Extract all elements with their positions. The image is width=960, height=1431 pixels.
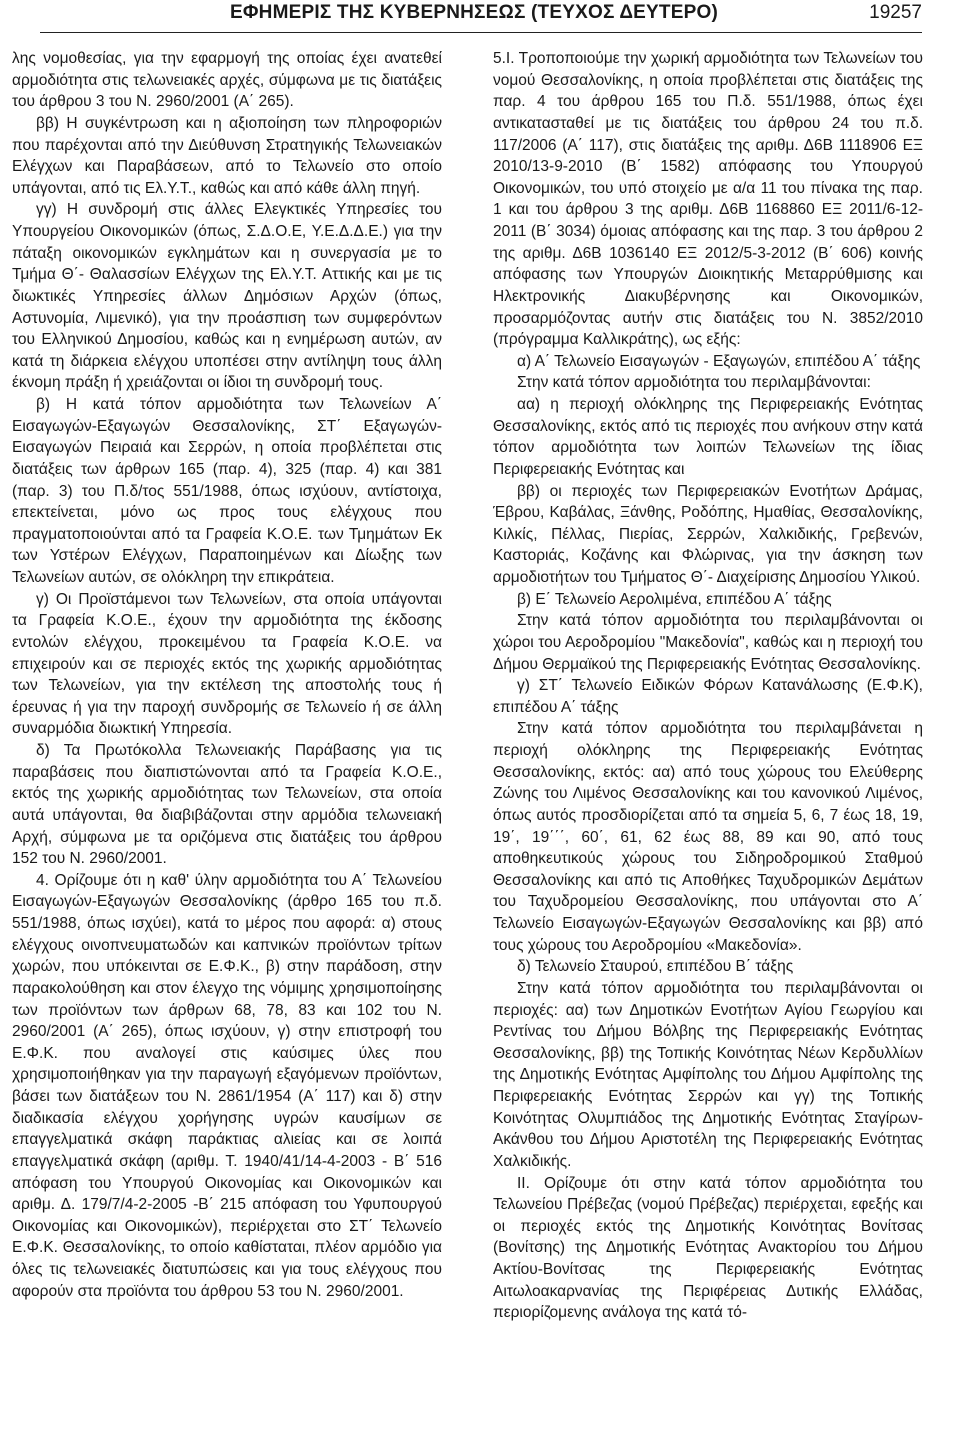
paragraph: Στην κατά τόπον αρμοδιότητα του περιλαμβάνονται: (517, 374, 871, 392)
gazette-title: ΕΦΗΜΕΡΙΣ ΤΗΣ ΚΥΒΕΡΝΗΣΕΩΣ (ΤΕΥΧΟΣ ΔΕΥΤΕΡΟ) (230, 2, 718, 23)
paragraph: β) Η κατά τόπον αρμοδιότητα των Τελωνείων Α΄ Εισαγωγών-Εξαγωγών Θεσσαλονίκης, ΣΤ΄ Εξαγωγών-Εισαγωγών Πειραιά και Σερρών, η οποία προβλέπεται στις διατάξεις των άρθρων 165 (παρ. 4), 325 (παρ. 4) και 381 (παρ. 3) του Π.δ/τος 551/1988, όπως ισχύουν, αντίστοιχα, επεκτείνεται, μόνο ως προς τους ελέγχους που πραγματοποιούνται από τα Γραφεία Κ.Ο.Ε. των Τμημάτων Εκ των Υστέρων Ελέγχων, Παραποιημένων και Δίωξης των Τελωνείων αυτών, σε ολόκληρη την επικράτεια. (12, 396, 442, 586)
paragraph: δ) Τα Πρωτόκολλα Τελωνειακής Παράβασης για τις παραβάσεις που διαπιστώνονται από τα Γραφεία Κ.Ο.Ε., εκτός της χωρικής αρμοδιότητας των Τελωνείων, στα οποία αυτά υπάγονται, θα διαβιβάζονται στην αρμόδια τελωνειακή Αρχή, σύμφωνα με τα οριζόμενα στις διατάξεις του άρθρου 152 του Ν. 2960/2001. (12, 742, 442, 868)
paragraph: β) Ε΄ Τελωνείο Αερολιμένα, επιπέδου Α΄ τάξης (517, 590, 832, 608)
page-header (40, 0, 922, 33)
right-column (493, 48, 923, 1426)
paragraph: Στην κατά τόπον αρμοδιότητα του περιλαμβάνονται οι χώροι του Αεροδρομίου "Μακεδονία", καθώς και η περιοχή του Δήμου Θερμαϊκού της Περιφερειακής Ενότητας Θεσσαλονίκης. (493, 612, 923, 673)
paragraph: ββ) Η συγκέντρωση και η αξιοποίηση των πληροφοριών που παρέχονται από την Διεύθυνση Στρατηγικής Τελωνειακών Ελέγχων και Παραβάσεων, από το Τελωνείο στο οποίο υπάγονται, από τις Ελ.Υ.Τ., καθώς και από κάθε άλλη πηγή. (12, 114, 442, 197)
paragraph: γγ) Η συνδρομή στις άλλες Ελεγκτικές Υπηρεσίες του Υπουργείου Οικονομικών (όπως, Σ.Δ.Ο.Ε, Υ.Ε.Δ.Δ.Ε.) για την πάταξη οικονομικών εγκλημάτων και η συνεργασία με το Τμήμα Θ΄- Θαλασσίων Ελέγχων της Ελ.Υ.Τ. Αττικής και με τις διωκτικές Υπηρεσίες άλλων Δημόσιων Αρχών (όπως, Αστυνομία, Λιμενικό), για την προάσπιση των συμφερόντων του Ελληνικού Δημοσίου, καθώς και η ενημέρωση αυτών, αν κατά τη διάρκεια ελέγχου υποπέσει στην αντίληψη τους άλλη έκνομη πράξη ή χρειάζονται οι ίδιοι τη συνδρομή τους. (12, 201, 442, 392)
paragraph: δ) Τελωνείο Σταυρού, επιπέδου Β΄ τάξης (517, 958, 794, 976)
paragraph: Στην κατά τόπον αρμοδιότητα του περιλαμβάνεται η περιοχή ολόκληρης της Περιφερειακής Ενότητας Θεσσαλονίκης, εκτός: αα) από τους χώρους του Ελεύθερης Ζώνης του Λιμένος Θεσσαλονίκης και του κανονικού Λιμένος, όπως αυτός προσδιορίζεται από τα σημεία 5, 6, 7 έως 18, 19, 19΄, 19΄΄΄, 60΄, 61, 62 έως 88, 89 και 90, από τους αποθηκευτικούς χώρους του Σιδηροδρομικού Σταθμού Θεσσαλονίκης και από τις Αποθήκες Ταχυδρομικών Δεμάτων του Ταχυδρομείου Θεσσαλονίκης, που υπάγονται στο Α΄ Τελωνείο Εισαγωγών-Εξαγωγών Θεσσαλονίκης και ββ) από τους χώρους του Αεροδρομίου «Μακεδονία». (493, 720, 923, 954)
paragraph: γ) Οι Προϊστάμενοι των Τελωνείων, στα οποία υπάγονται τα Γραφεία Κ.Ο.Ε., έχουν την αρμοδιότητα της έκδοσης εντολών ελέγχου, προκειμένου τα Γραφεία Κ.Ο.Ε. να επιχειρούν και σε περιοχές εκτός της χωρικής αρμοδιότητας των Τελωνείων, για την εκτέλεση της αποστολής τους ή έρευνας ή για την παροχή συνδρομής σε Τελωνείο ή σε άλλη συναρμόδια διωκτική Υπηρεσία. (12, 590, 442, 738)
page-number: 19257 (869, 2, 922, 23)
paragraph: ΙΙ. Ορίζουμε ότι στην κατά τόπον αρμοδιότητα του Τελωνείου Πρέβεζας (νομού Πρέβεζας) περιέρχεται, εφεξής και οι περιοχές εκτός της Δημοτικής Κοινότητας Βονίτσας (Βονίτσης) της Δημοτικής Ενότητας Ανακτορίου του Δήμου Ακτίου-Βονίτσας της Περιφερειακής Ενότητας Αιτωλοακαρνανίας της Περιφέρειας Δυτικής Ελλάδας, περιορίζομενης ανάλογα της κατά τό- (493, 1174, 923, 1322)
left-column (12, 48, 442, 1426)
paragraph: 4. Ορίζουμε ότι η καθ' ύλην αρμοδιότητα του Α΄ Τελωνείου Εισαγωγών-Εξαγωγών Θεσσαλονίκης (άρθρο 165 του π.δ. 551/1988, όπως ισχύει), κατά το μέρος που αφορά: α) στους ελέγχους οινοπνευματωδών και καπνικών προϊόντων τρίτων χωρών, που υπόκεινται σε Ε.Φ.Κ., β) στην παράδοση, στην παρακολούθηση και στον έλεγχο της νόμιμης χρησιμοποίησης των προϊόντων των άρθρων 68, 78, 83 και 102 του Ν. 2960/2001 (Α΄ 265), όπως ισχύουν, γ) στην επιστροφή του Ε.Φ.Κ. που αναλογεί στις καύσιμες ύλες που χρησιμοποιήθηκαν για την παραγωγή εξαγόμενων προϊόντων, βάσει των διατάξεων του Ν. 2861/1954 (Α΄ 117) και δ) στην διαδικασία ελέγχου χορήγησης υγρών καυσίμων σε επαγγελματικά σκάφη παράκτιας αλιείας και σε λοιπά επαγγελματικά σκάφη (αριθμ. Τ. 1940/41/14-4-2003 - Β΄ 516 απόφαση του Υπουργού Οικονομίας και Οικονομικών και αριθμ. Δ. 179/7/4-2-2005 -Β΄ 215 απόφαση του Υφυπουργού Οικονομίας και Οικονομικών), περιέρχεται στο ΣΤ΄ Τελωνείο Ε.Φ.Κ. Θεσσαλονίκης, το οποίο καθίσταται, πλέον αρμόδιο για όλες τις τελωνειακές διατυπώσεις και για τους ελέγχους που αφορούν στα προϊόντα του άρθρου 53 του Ν. 2960/2001. (12, 871, 442, 1300)
paragraph: Στην κατά τόπον αρμοδιότητα του περιλαμβάνονται οι περιοχές: αα) των Δημοτικών Ενοτήτων Αγίου Γεωργίου και Ρεντίνας του Δήμου Βόλβης της Περιφερειακής Ενότητας Θεσσαλονίκης, ββ) της Τοπικής Κοινότητας Νέων Κερδυλλίων της Δημοτικής Ενότητας Αμφίπολης του Δήμου Αμφίπολης της Περιφερειακής Ενότητας Σερρών και γγ) της Τοπικής Κοινότητας Ολυμπιάδος της Δημοτικής Ενότητας Σταγίρων-Ακάνθου του Δήμου Αριστοτέλη της Περιφερειακής Ενότητας Χαλκιδικής. (493, 979, 923, 1170)
paragraph: λης νομοθεσίας, για την εφαρμογή της οποίας έχει ανατεθεί αρμοδιότητα στις τελωνειακές αρχές, σύμφωνα με τις διατάξεις του άρθρου 3 του Ν. 2960/2001 (Α΄ 265). (12, 50, 442, 111)
paragraph: α) Α΄ Τελωνείο Εισαγωγών - Εξαγωγών, επιπέδου Α΄ τάξης (517, 352, 921, 370)
paragraph: ββ) οι περιοχές των Περιφερειακών Ενοτήτων Δράμας, Έβρου, Καβάλας, Ξάνθης, Ροδόπης, Ημαθίας, Θεσσαλονίκης, Κιλκίς, Πέλλας, Πιερίας, Σερρών, Χαλκιδικής, Γρεβενών, Καστοριάς, Κοζάνης και Φλώρινας, για την άσκηση των αρμοδιοτήτων του Τμήματος Θ΄- Διαχείρισης Δημοσίου Υλικού. (493, 482, 923, 586)
paragraph: αα) η περιοχή ολόκληρης της Περιφερειακής Ενότητας Θεσσαλονίκης, εκτός από τις περιοχές που ανήκουν στην κατά τόπον αρμοδιότητα των λοιπών Τελωνείων της ίδιας Περιφερειακής Ενότητας και (493, 396, 923, 478)
paragraph: 5.Ι. Τροποποιούμε την χωρική αρμοδιότητα των Τελωνείων του νομού Θεσσαλονίκης, η οποία προβλέπεται στις διατάξεις της παρ. 4 του άρθρου 165 του Π.δ. 551/1988, όπως έχει αντικατασταθεί με τις διατάξεις του άρθρου 24 του π.δ. 117/2006 (Α΄ 117), στις διατάξεις της αριθμ. Δ6Β 1118906 ΕΞ 2010/13-9-2010 (Β΄ 1582) απόφασης του Υπουργού Οικονομικών, του υπό στοιχείο με α/α 11 του πίνακα της παρ. 1 και του άρθρου 3 της αριθμ. Δ6Β 1168860 ΕΞ 2011/6-12-2011 (Β΄ 3034) όμοιας απόφασης και της παρ. 3 του άρθρου 2 της αριθμ. Δ6Β 1036140 ΕΞ 2012/5-3-2012 (Β΄ 606) κοινής απόφασης των Υπουργών Διοικητικής Μεταρρύθμισης και Ηλεκτρονικής Διακυβέρνησης και Οικονομικών, προσαρμόζοντας αυτήν στις διατάξεις του Ν. 3852/2010 (πρόγραμμα Καλλικράτης), ως εξής: (493, 50, 923, 349)
paragraph: γ) ΣΤ΄ Τελωνείο Ειδικών Φόρων Κατανάλωσης (Ε.Φ.Κ), επιπέδου Α΄ τάξης (493, 677, 923, 716)
